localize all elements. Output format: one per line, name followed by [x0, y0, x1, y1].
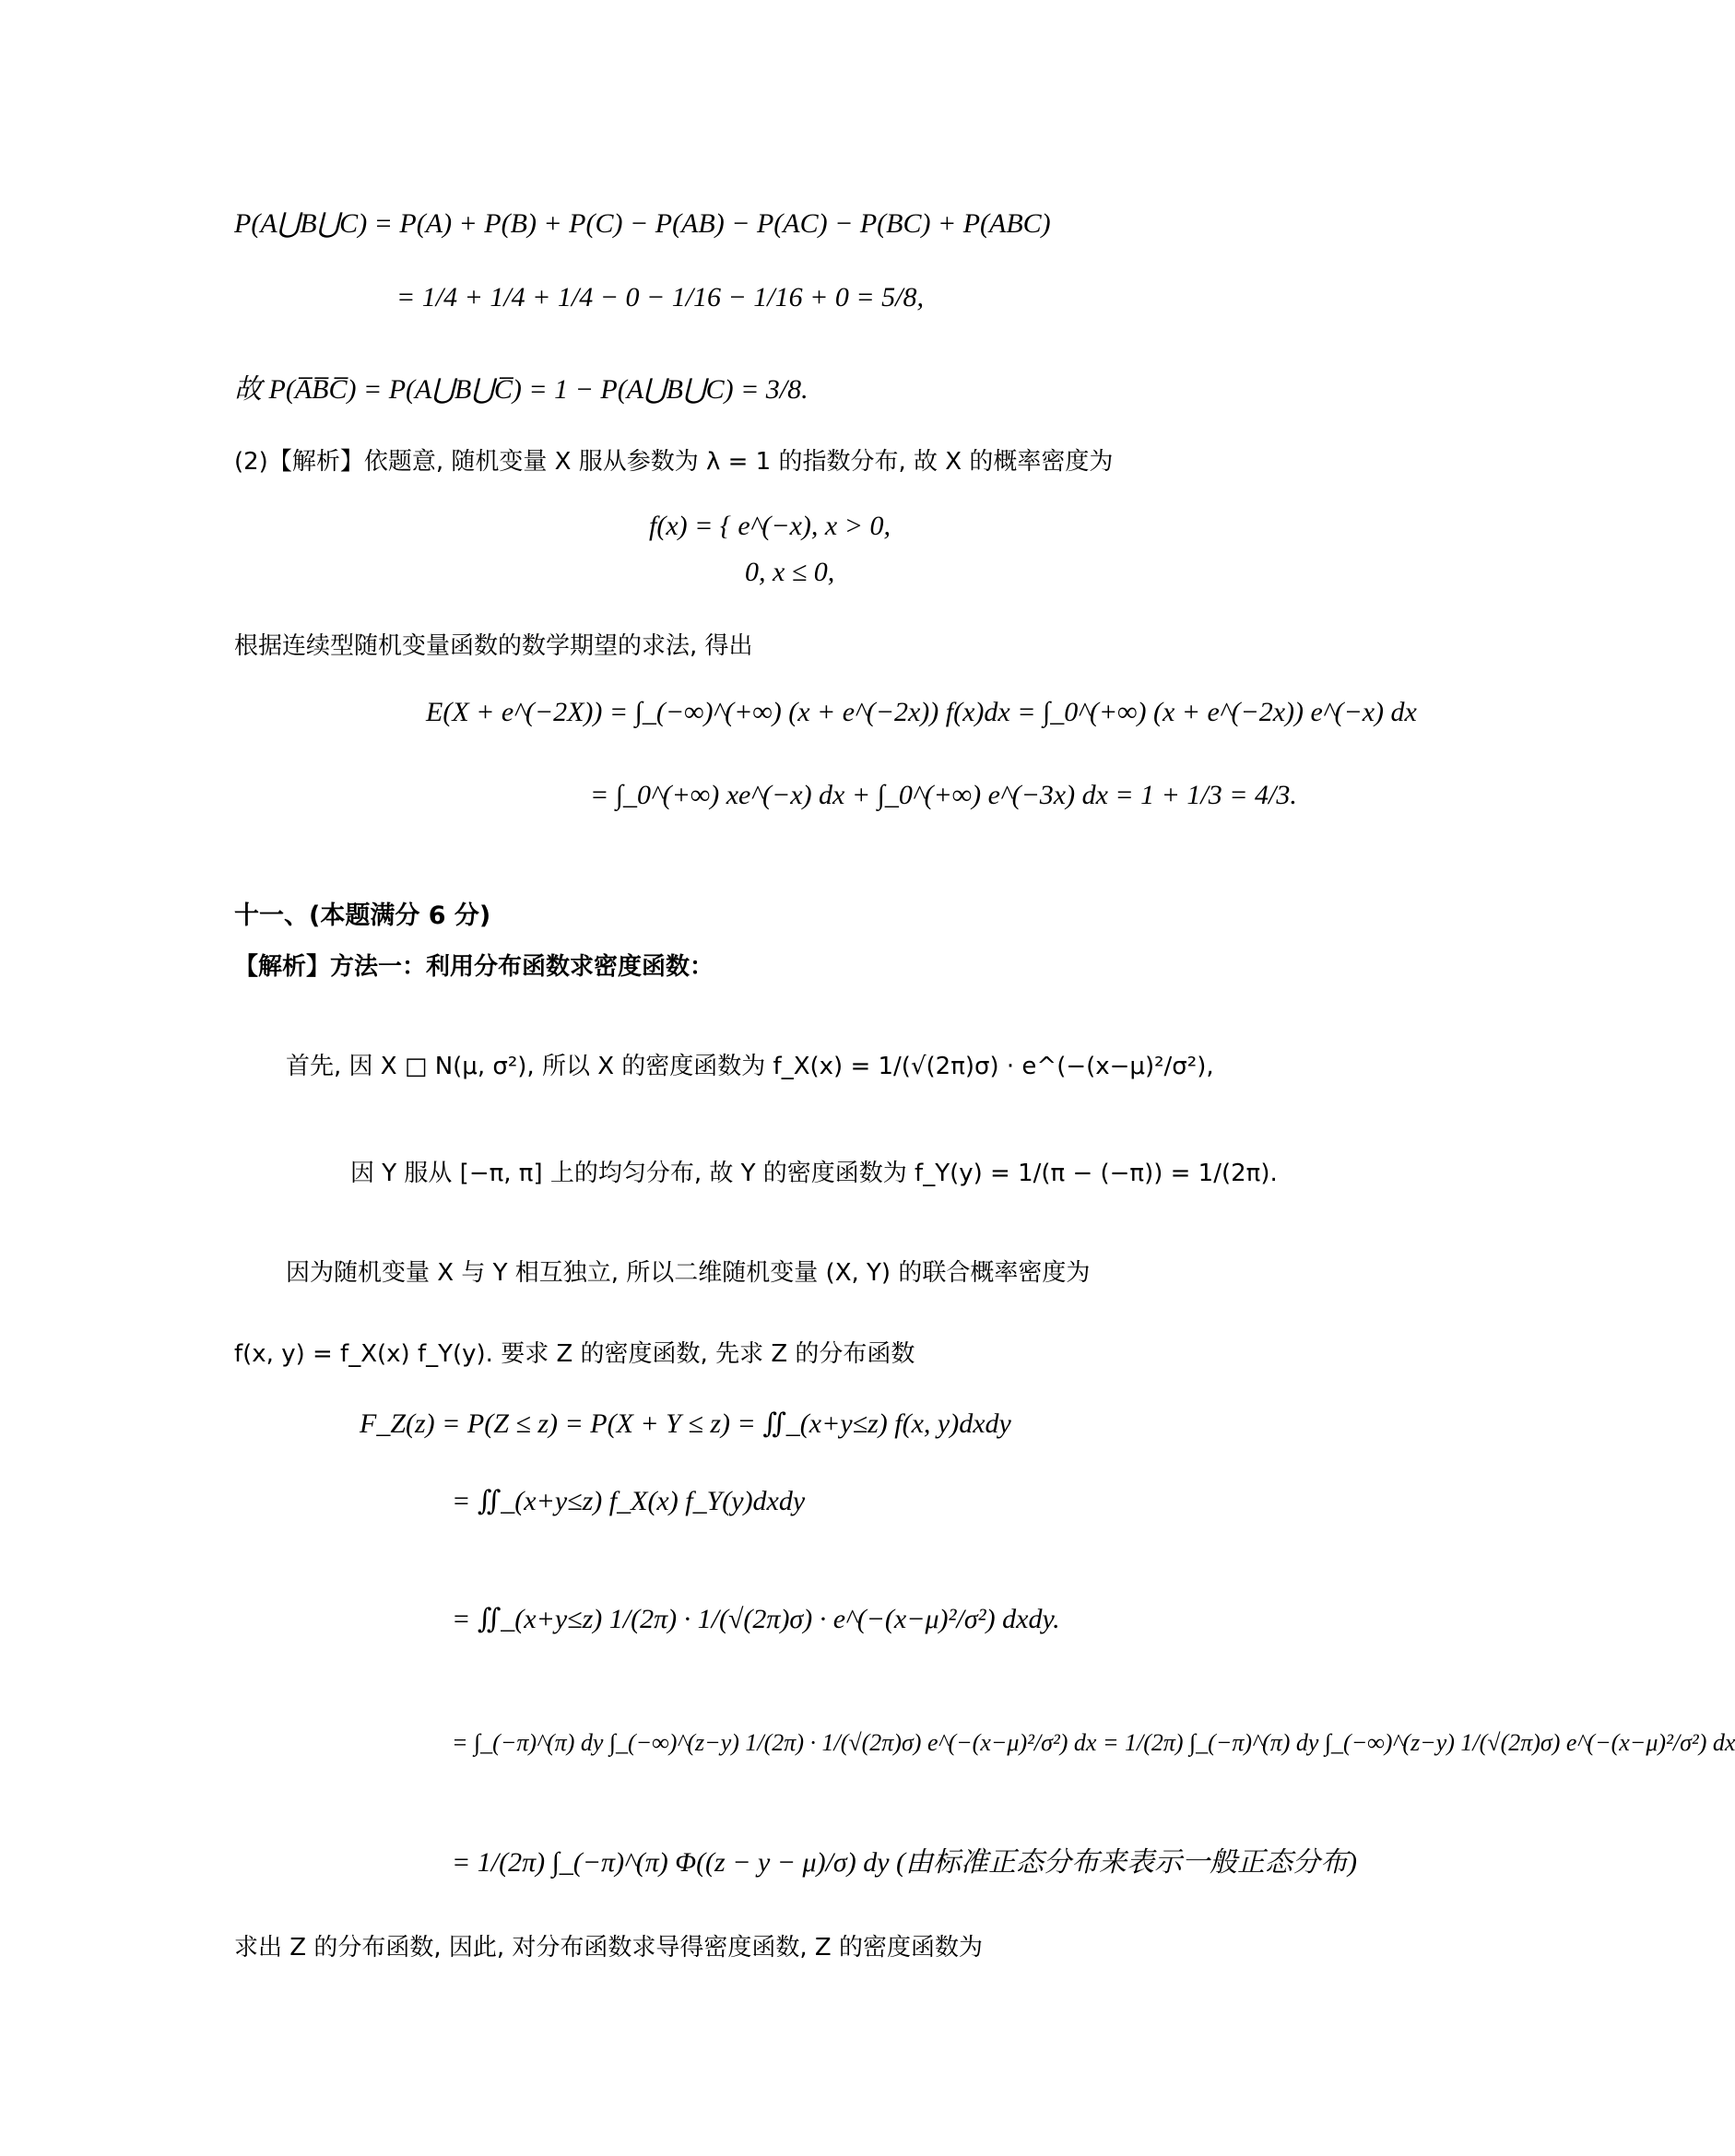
- conclusion-statement: 求出 Z 的分布函数, 因此, 对分布函数求导得密度函数, Z 的密度函数为: [234, 1934, 984, 1962]
- union-probability-value: = 1/4 + 1/4 + 1/4 − 0 − 1/16 − 1/16 + 0 = 5/8,: [396, 282, 924, 312]
- expectation-integral-1: E(X + e^(−2X)) = ∫_(−∞)^(+∞) (x + e^(−2x)) f(x)dx = ∫_0^(+∞) (x + e^(−2x)) e^(−x) dx: [426, 697, 1417, 727]
- expectation-method-text: 根据连续型随机变量函数的数学期望的求法, 得出: [234, 632, 753, 660]
- expectation-integral-2: = ∫_0^(+∞) xe^(−x) dx + ∫_0^(+∞) e^(−3x) dx = 1 + 1/3 = 4/3.: [590, 780, 1297, 810]
- distribution-function-step-3: = ∬_(x+y≤z) 1/(2π) · 1/(√(2π)σ) · e^(−(x−μ)²/σ²) dxdy.: [452, 1604, 1060, 1634]
- distribution-function-step-4: = ∫_(−π)^(π) dy ∫_(−∞)^(z−y) 1/(2π) · 1/(√(2π)σ) e^(−(x−μ)²/σ²) dx = 1/(2π) ∫_(−π)^(π) dy ∫_(−∞)^(z−y) 1/(√(2π)σ) e^(−(x−μ)²/σ²) dx: [452, 1729, 1735, 1756]
- density-case-1: f(x) = { e^(−x), x > 0,: [649, 511, 891, 541]
- union-probability-formula: P(A⋃B⋃C) = P(A) + P(B) + P(C) − P(AB) − P(AC) − P(BC) + P(ABC): [234, 208, 1051, 239]
- independence-statement: 因为随机变量 X 与 Y 相互独立, 所以二维随机变量 (X, Y) 的联合概率密度为: [286, 1259, 1091, 1287]
- section-heading: 十一、(本题满分 6 分): [234, 901, 491, 930]
- part2-analysis-intro: (2)【解析】依题意, 随机变量 X 服从参数为 λ = 1 的指数分布, 故 X 的概率密度为: [234, 448, 1114, 476]
- distribution-function-step-2: = ∬_(x+y≤z) f_X(x) f_Y(y)dxdy: [452, 1486, 806, 1516]
- joint-density-statement: f(x, y) = f_X(x) f_Y(y). 要求 Z 的密度函数, 先求 Z 的分布函数: [234, 1340, 915, 1368]
- distribution-function-step-1: F_Z(z) = P(Z ≤ z) = P(X + Y ≤ z) = ∬_(x+y≤z) f(x, y)dxdy: [360, 1408, 1011, 1439]
- y-density-statement: 因 Y 服从 [−π, π] 上的均匀分布, 故 Y 的密度函数为 f_Y(y) = 1/(π − (−π)) = 1/(2π).: [350, 1160, 1278, 1187]
- method-one-heading: 【解析】方法一：利用分布函数求密度函数：: [234, 953, 714, 981]
- density-case-2: 0, x ≤ 0,: [745, 557, 835, 587]
- complement-probability: 故 P(A̅B̅C̅) = P(A⋃B⋃C̅) = 1 − P(A⋃B⋃C) = 3/8.: [234, 374, 808, 405]
- x-density-statement: 首先, 因 X □ N(μ, σ²), 所以 X 的密度函数为 f_X(x) = 1/(√(2π)σ) · e^(−(x−μ)²/σ²),: [286, 1053, 1214, 1080]
- distribution-function-step-5: = 1/(2π) ∫_(−π)^(π) Φ((z − y − μ)/σ) dy (由标准正态分布来表示一般正态分布): [452, 1847, 1357, 1878]
